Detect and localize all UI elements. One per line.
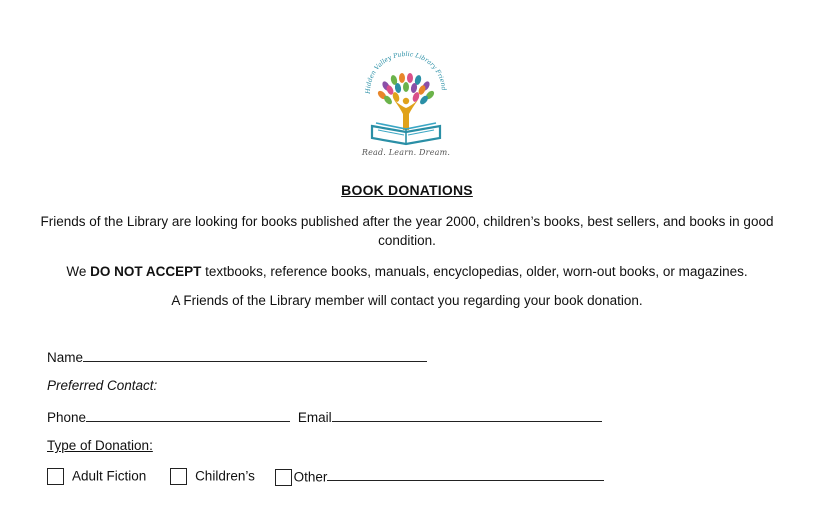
tree-book-icon (356, 48, 456, 148)
other-checkbox[interactable] (275, 469, 292, 486)
logo-arc-text: Hidden Valley Public Library Friend (364, 50, 448, 94)
name-row (47, 347, 427, 367)
do-not-accept-text: DO NOT ACCEPT (90, 264, 202, 279)
exclusions-prefix: We (66, 264, 91, 279)
donation-type-label: Type of Donation: (47, 438, 153, 453)
option-childrens[interactable] (170, 467, 255, 485)
intro-paragraph: Friends of the Library are looking for books published after the year 2000, children’s books, best sellers, and books in good condition. (40, 214, 774, 248)
phone-field[interactable] (86, 407, 290, 422)
tree-trunk (394, 98, 418, 130)
contact-note: A Friends of the Library member will contact you regarding your book donation. (171, 293, 643, 308)
phone-label: Phone (47, 410, 87, 425)
svg-text:Hidden Valley Public Library F (356, 48, 447, 95)
email-field[interactable] (332, 407, 602, 422)
name-field[interactable] (83, 347, 427, 362)
email-label: Email (297, 410, 332, 425)
exclusions-list: textbooks, reference books, manuals, encyclopedias, older, worn-out books, or magazines. (201, 264, 748, 279)
exclusions-paragraph (40, 262, 774, 281)
adult-fiction-checkbox[interactable] (47, 468, 64, 485)
childrens-checkbox[interactable] (170, 468, 187, 485)
option-other[interactable] (275, 466, 605, 486)
other-label: Other (293, 469, 328, 485)
adult-fiction-label: Adult Fiction (72, 468, 147, 484)
childrens-label: Children’s (195, 468, 255, 484)
other-field[interactable] (327, 466, 604, 481)
donation-type-options (47, 466, 604, 486)
contact-row (47, 407, 602, 427)
page-title: BOOK DONATIONS (341, 182, 473, 198)
library-logo (356, 48, 456, 163)
option-adult-fiction[interactable] (47, 467, 146, 485)
preferred-contact-label: Preferred Contact: (47, 378, 158, 393)
name-label: Name (47, 350, 84, 365)
logo-tagline: Read. Learn. Dream. (361, 148, 451, 157)
